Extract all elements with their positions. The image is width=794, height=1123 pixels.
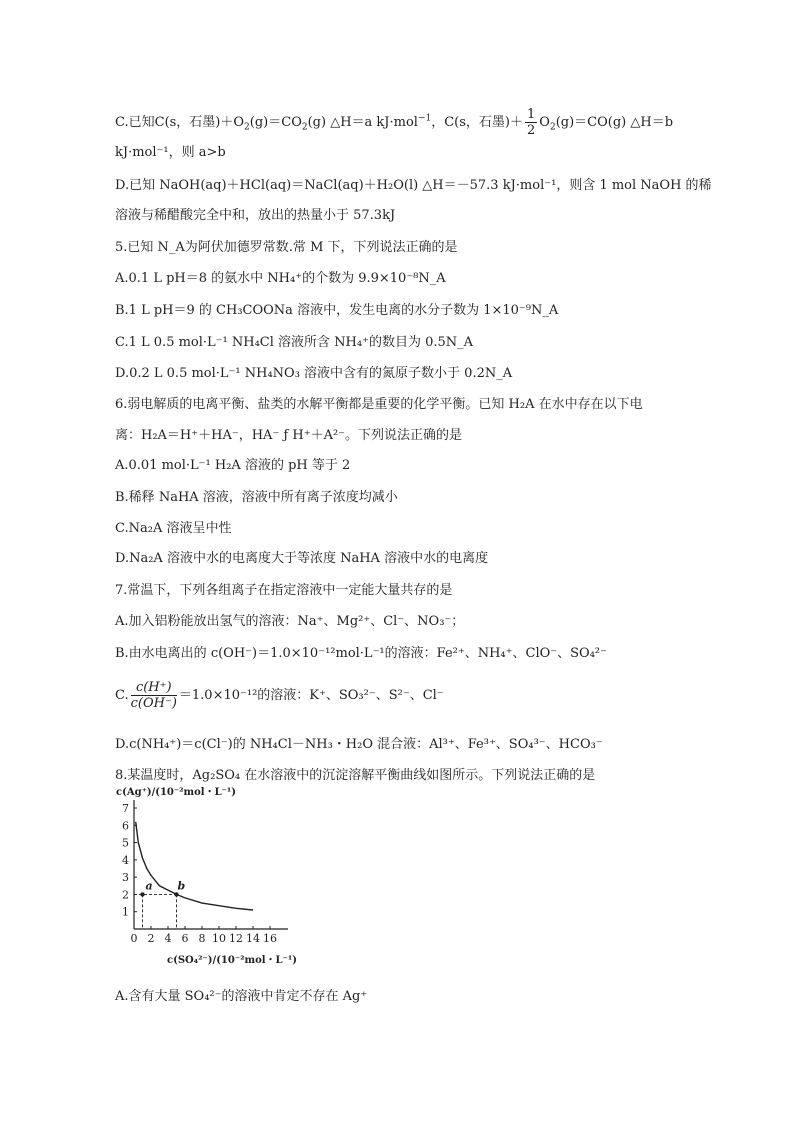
q7-option-c: C. $\frac{c(H^+)}{c(OH^-)}$ ＝1.0×10⁻¹²的溶液：K⁺、SO₃²⁻、S²⁻、Cl⁻: [115, 680, 444, 711]
x-tick-label: 6: [181, 932, 189, 945]
option-d-line2: 溶液与稀醋酸完全中和，放出的热量小于 57.3kJ: [115, 208, 396, 223]
point-b: [174, 892, 178, 896]
q5-option-d: D.0.2 L 0.5 mol·L⁻¹ NH₄NO₃ 溶液中含有的氮原子数小于 0.2N_A: [115, 366, 513, 381]
option-c-line1: C.已知C(s，石墨)$+O_2(g)=CO_2(g)$ △H＝a kJ·mol$^{-1}$，C(s，石墨)＋ $\frac{1}{2}$ $O_2(g)=CO(g)$ △H＝b: [115, 107, 674, 138]
fraction-h-over-oh: $\frac{c(H^+)}{c(OH^-)}$: [130, 680, 177, 711]
x-tick-label: 14: [246, 932, 260, 945]
question-6-line1: 6.弱电解质的电离平衡、盐类的水解平衡都是重要的化学平衡。已知 H₂A 在水中存在以下电: [115, 397, 643, 412]
question-6-line2: 离：H₂A＝H⁺＋HA⁻，HA⁻ ƒ H⁺＋A²⁻。下列说法正确的是: [115, 428, 463, 443]
y-tick-label: 1: [122, 905, 129, 919]
x-axis-label: c(SO₄²⁻)/(10⁻²mol・L⁻¹): [167, 955, 297, 966]
series-curve: [136, 822, 253, 910]
x-tick-label: 12: [229, 932, 243, 945]
solubility-chart: [112, 783, 312, 983]
q6-option-d: D.Na₂A 溶液中水的电离度大于等浓度 NaHA 溶液中水的电离度: [115, 551, 489, 566]
q6-option-c: C.Na₂A 溶液呈中性: [115, 521, 232, 536]
q7-option-b: B.由水电离出的 c(OH⁻)＝1.0×10⁻¹²mol·L⁻¹的溶液：Fe²⁺、NH₄⁺、ClO⁻、SO₄²⁻: [115, 646, 607, 661]
point-label-b: b: [177, 879, 186, 893]
fraction-one-half: $\frac{1}{2}$: [527, 107, 536, 138]
q7-option-a: A.加入铝粉能放出氢气的溶液：Na⁺、Mg²⁺、Cl⁻、NO₃⁻；: [115, 614, 465, 629]
option-c-line2: kJ·mol⁻¹，则 a>b: [115, 145, 226, 160]
question-8: 8.某温度时，Ag₂SO₄ 在水溶液中的沉淀溶解平衡曲线如图所示。下列说法正确的是: [115, 768, 596, 783]
y-tick-label: 6: [122, 819, 129, 833]
x-tick-label: 4: [164, 932, 172, 945]
y-tick-label: 3: [122, 871, 129, 885]
option-d-line1: D.已知 NaOH(aq)＋HCl(aq)＝NaCl(aq)＋H₂O(l) △H＝－57.3 kJ·mol⁻¹，则含 1 mol NaOH 的稀: [115, 178, 712, 193]
x-tick-label: 8: [198, 932, 206, 945]
q5-option-b: B.1 L pH＝9 的 CH₃COONa 溶液中，发生电离的水分子数为 1×10⁻⁹N_A: [115, 303, 559, 318]
y-tick-label: 2: [122, 888, 129, 902]
q5-option-a: A.0.1 L pH＝8 的氨水中 NH₄⁺的个数为 9.9×10⁻⁸N_A: [115, 271, 446, 286]
q6-option-b: B.稀释 NaHA 溶液，溶液中所有离子浓度均减小: [115, 490, 398, 505]
y-tick-label: 4: [122, 853, 129, 867]
question-7: 7.常温下，下列各组离子在指定溶液中一定能大量共存的是: [115, 583, 453, 598]
q6-option-a: A.0.01 mol·L⁻¹ H₂A 溶液的 pH 等于 2: [115, 458, 351, 473]
y-tick-label: 7: [122, 802, 129, 815]
q5-option-c: C.1 L 0.5 mol·L⁻¹ NH₄Cl 溶液所含 NH₄⁺的数目为 0.5N_A: [115, 335, 474, 350]
y-tick-label: 5: [122, 836, 129, 850]
x-tick-label: 16: [263, 932, 277, 945]
x-tick-label: 2: [147, 932, 155, 945]
x-tick-label: 10: [212, 932, 226, 945]
question-5: 5.已知 N_A为阿伏加德罗常数.常 M 下，下列说法正确的是: [115, 240, 458, 255]
y-axis-label: c(Ag⁺)/(10⁻²mol・L⁻¹): [116, 787, 237, 798]
q7-option-d: D.c(NH₄⁺)＝c(Cl⁻)的 NH₄Cl－NH₃・H₂O 混合液：Al³⁺、Fe³⁺、SO₄³⁻、HCO₃⁻: [115, 737, 603, 752]
x-tick-label: 0: [130, 932, 138, 945]
q8-option-a: A.含有大量 SO₄²⁻的溶液中肯定不存在 Ag⁺: [115, 989, 368, 1004]
point-label-a: a: [145, 879, 153, 893]
